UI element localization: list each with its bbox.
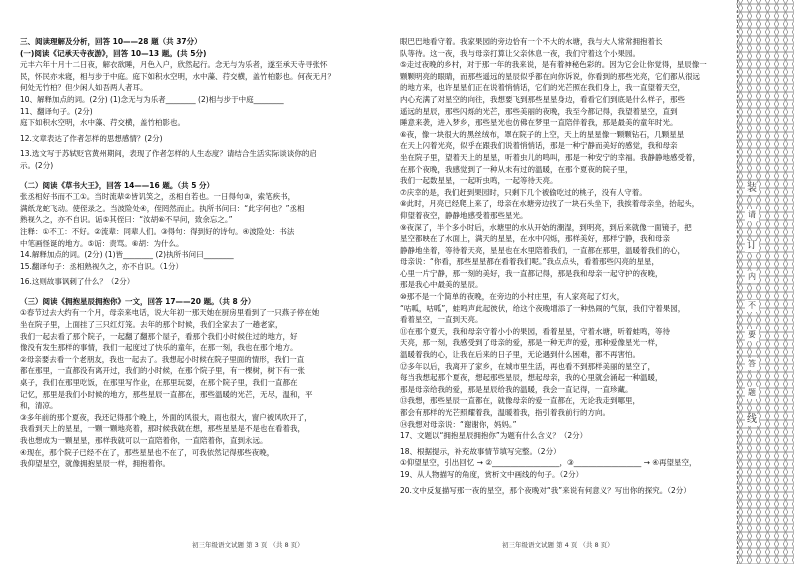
left-page-column bbox=[20, 36, 390, 470]
text-line: 17、文题以“拥抱星辰拥抱你”为题有什么含义？（2分） bbox=[400, 431, 588, 441]
text-line: ⑤走过夜晚的乡村，对于那一年的我来说，是有着神秘色彩的。因为它会让你觉得，星辰像一 bbox=[400, 60, 707, 70]
text-line: 民，怀民亦未寝，相与步于中庭。庭下如积水空明，水中藻、荇交横，盖竹柏影也。何夜无月？ bbox=[20, 71, 335, 81]
text-line: “咕呱，咕呱”，蛙鸣声此起彼伏，给这个夜晚增添了一种热闹的气氛，我们守着果园， bbox=[400, 303, 686, 313]
page-footer-left: 初三年级语文试题 第 3 页 （共 8 页） bbox=[192, 541, 304, 549]
text-line: 仰望着夜空，静静地感受着那些星光。 bbox=[400, 210, 528, 220]
text-line: 眼巴巴地看守着。我家果园的旁边恰有一个不大的水塘，我与大人常常拥抱着长 bbox=[400, 37, 663, 46]
binding-char: 答 bbox=[745, 358, 759, 370]
text-line: 庭下如积水空明，水中藻、荇交横，盖竹柏影也。 bbox=[20, 118, 185, 128]
text-line: 都在那里，一直都没有离开过，我们的小时候，在那个院子里，有一棵树，树下有一张 bbox=[20, 366, 305, 376]
text-line: ⑧此时，月亮已经爬上来了，母亲在水塘旁边找了一块石头坐下，我挨着母亲坐，抬起头， bbox=[400, 199, 700, 209]
text-line: 16.这则故事讽刺了什么？（2分） bbox=[20, 277, 135, 287]
text-line: 像没有发生那样的事情，我们一起度过了快乐的童年，在那一刻，我也在那个地方。 bbox=[20, 343, 298, 353]
text-line: 张丞相好书而不工①。当时流辈②皆讥笑之，丞相自若也。一日得句③，索笔疾书， bbox=[20, 192, 296, 202]
text-line: ⑪在那个夏天，我和母亲守着小小的果园，看着星星，守着水塘，听着蛙鸣，等待 bbox=[400, 326, 670, 336]
binding-fold-line bbox=[737, 0, 738, 564]
text-line: 每当我想起那个夏夜，想起那些星辰，想起母亲，我的心里就会涌起一种温暖， bbox=[400, 373, 663, 383]
right-page-column bbox=[400, 36, 718, 496]
text-line: 看着星空，一直到天亮。 bbox=[400, 315, 483, 325]
text-line: 14.解释加点的词。(2分) (1)皆________ (2)执所书问曰________ bbox=[20, 250, 234, 260]
text-line: ⑨夜深了，半个多小时后，水塘里的水从开始的潮湿，到明亮，到后来就像一面镜子，把 bbox=[400, 222, 692, 232]
text-line: 心里一片宁静，那一刻的美好，我一直都记得，那是我和母亲一起守护的夜晚， bbox=[400, 268, 663, 278]
text-line: 我们一起数星星，一起听虫鸣，一起等待天亮。 bbox=[400, 176, 558, 186]
text-line: ⑩那不是一个简单的夜晚，在旁边的小村庄里，有人家亮起了灯火， bbox=[400, 292, 625, 302]
text-line: 天亮，那一刻，我感受到了母亲的爱，那是一种无声的爱，那种爱像星光一样， bbox=[400, 338, 663, 348]
text-line: 满纸龙蛇飞动。使侄录之。当波险处④，侄罔然而止。执所书问曰：“此字何也？”丞相 bbox=[20, 203, 305, 213]
text-line: 记忆，那里是我们小时候的地方，那些星辰一直都在，那些温暖的光芒，无尽，温和，平 bbox=[20, 389, 313, 399]
text-line: 和，清凉。 bbox=[20, 401, 58, 411]
text-line: 在那个夜晚，我感觉到了一种从未有过的温暖，在那个夏夜的院子里， bbox=[400, 164, 633, 174]
text-line: 12.文章表达了作者怎样的思想感情？(2分) bbox=[20, 133, 163, 143]
binding-char: 不 bbox=[745, 300, 759, 312]
text-line: 遥远的星辰，那些闪烁的光芒，那些美丽的夜晚，我至今都记得，我望着星空，直到 bbox=[400, 106, 678, 116]
text-line: ③多年前的那个夏夜，我还记得那个晚上，外面的风很大，雨也很大，窗户被风吹开了， bbox=[20, 412, 312, 422]
text-line: 18、根据提示，补充故事情节填写完整。（2分） bbox=[400, 446, 561, 456]
text-line: 桌子，我们在那里吃饭，在那里写作业，在那里玩耍，在那个院子里，我们一直都在 bbox=[20, 378, 298, 388]
text-line: 母亲说：“你看，那些星星都在看着我们呢。”我点点头，看着那些闪亮的星星， bbox=[400, 257, 660, 267]
text-line: 熟视久之，亦不自识。诟⑤其侄曰：“汝胡⑥不早问，致余忘之。” bbox=[20, 215, 233, 225]
binding-char: 线 bbox=[747, 414, 757, 425]
binding-char: 装 bbox=[747, 183, 757, 194]
text-line: 我看到天上的星星，一颗一颗地亮着，那时候我就在想，那些星星是不是也在看着我， bbox=[20, 424, 305, 434]
text-line: （二）阅读《草书大王》，回答 14——16 题。（共 5 分） bbox=[20, 180, 215, 190]
text-line: 11、翻译句子。(2分) bbox=[20, 106, 93, 116]
text-line: ①仰望星空，引出回忆 → ②__________________，③__________________ → ④再望星空， bbox=[400, 458, 697, 468]
text-line: 中笔画怪诞的地方。⑤诟：责骂。⑥胡：为什么。 bbox=[20, 238, 184, 248]
text-line: 睡意来袭，进入梦乡，那些星光也仿佛在梦里一直陪伴着我，那是最美的童年时光。 bbox=[400, 118, 678, 128]
text-line: 内心充满了对星空的向往，我想要飞到那些星星身边，看看它们到底是什么样子，那些 bbox=[400, 94, 685, 104]
text-line: ⑬我想，那些星辰一直都在，就像母亲的爱一直都在，无论我走到哪里， bbox=[400, 396, 640, 406]
text-line: ⑫多年以后，我离开了家乡，在城市里生活，再也看不到那样美丽的星空了， bbox=[400, 361, 655, 371]
text-line: 10、解释加点的词。(2分) (1)念无与为乐者________ (2)相与步于中庭________ bbox=[20, 94, 284, 104]
text-line: 示。(2分) bbox=[20, 160, 54, 170]
text-line: 温暖着我的心，让我在后来的日子里，无论遇到什么困难，都不再害怕。 bbox=[400, 350, 640, 360]
text-line: 注释：①不工：不好。②流辈：同辈人们。③得句：得到好的诗句。④波险处：书法 bbox=[20, 226, 295, 236]
text-line: 在天上闪着光亮，似乎在跟我们说着悄悄话，那是一种宁静而美好的感觉，我和母亲 bbox=[400, 141, 678, 151]
binding-char: 订 bbox=[747, 240, 757, 251]
text-line: 我也想成为一颗星星，那样我就可以一直陪着你，一直陪着你，直到永远。 bbox=[20, 436, 268, 445]
text-line: 颗颗明亮的眼睛，而那些遥远的星辰似乎都在向你诉说，你看到的那些光亮，它们都从很远 bbox=[400, 71, 700, 81]
text-line: ②母亲要去看一个老朋友，我也一起去了。我想起小时候在院子里面的情形，我们一直 bbox=[20, 354, 305, 364]
text-line: 都会有那样的光芒照耀着我，温暖着我，指引着我前行的方向。 bbox=[400, 408, 610, 417]
text-line: 队等待。这一夜，我与母亲打算让父亲休息一夜，我们守着这个小果园。 bbox=[400, 48, 640, 58]
text-line: 那是母亲给我的爱，那是星辰给我的温暖，我会一直记得，一直珍藏。 bbox=[400, 384, 633, 394]
text-line: 20.文中反复描写那一夜的星空，那个夜晚对“我”来说有何意义？写出你的探究。（2分） bbox=[400, 485, 691, 495]
text-line: ⑦庆幸的是，我们赶到果园时，只剩下几个被偷吃过的桃子，没有人守着。 bbox=[400, 187, 647, 197]
binding-char: 题 bbox=[745, 387, 759, 399]
text-line: 坐在院子里，望着天上的星星，听着虫儿的鸣叫，那是一种安宁的幸福。我静静地感受着， bbox=[400, 152, 700, 162]
text-line: 15.翻译句子：丞相熟视久之，亦不自识。（1分） bbox=[20, 261, 183, 271]
binding-char: 请 bbox=[745, 209, 759, 221]
binding-char: 内 bbox=[745, 271, 759, 283]
text-line: 那是我心中最美的星辰。 bbox=[400, 280, 483, 290]
text-line: 的地方来，也许星星们正在说着悄悄话，它们的光芒照在我们身上，我一直望着天空， bbox=[400, 83, 685, 93]
text-line: 19、从人物描写的角度，赏析文中画线的句子。（2分） bbox=[400, 469, 584, 479]
text-line: ⑥夜，像一块很大的黑丝绒布，罩在院子的上空，天上的星星像一颗颗钻石，几颗星星 bbox=[400, 129, 685, 139]
text-line: 三、阅读理解及分析，回答 10——28 题（共 37分） bbox=[20, 37, 202, 46]
text-line: 我们一起去看了那个院子，一起翻了翻那个屋子，看那个我们小时候住过的地方，好 bbox=[20, 331, 298, 341]
text-line: 我仰望星空，就像拥抱星辰一样，拥抱着你。 bbox=[20, 459, 170, 469]
text-line: ⑭我想对母亲说：“谢谢你，妈妈。” bbox=[400, 419, 517, 429]
text-line: 坐在院子里，上面挂了三只红灯笼。去年的那个时候，我们全家去了一趟老家， bbox=[20, 320, 283, 330]
binding-char: 要 bbox=[745, 329, 759, 341]
text-line: （三）阅读《拥抱星辰拥抱你》一文，回答 17——20 题。（共 8 分） bbox=[20, 296, 256, 306]
text-line: 13.选文写于苏轼贬官黄州期间，表现了作者怎样的人生态度？请结合生活实际谈谈你的启 bbox=[20, 149, 317, 159]
page-footer-right: 初三年级语文试题 第 4 页 （共 8 页） bbox=[502, 541, 614, 549]
text-line: 静静地坐着，等待着天亮，星星也在水里陪着我们，一直都在那里，温暖着我们的心， bbox=[400, 245, 685, 255]
text-line: 元丰六年十月十二日夜，解衣欲睡，月色入户，欣然起行。念无与为乐者，遂至承天寺寻张怀 bbox=[20, 60, 328, 70]
text-line: 何处无竹柏？但少闲人如吾两人者耳。 bbox=[20, 83, 148, 93]
text-line: ④现在，那个院子已经不在了，那些星星也不在了，可我依然记得那些夜晚， bbox=[20, 447, 275, 457]
text-line: (一)阅读《记承天寺夜游》，回答 10—13 题。(共 5分) bbox=[20, 48, 207, 58]
text-line: 星空都映在了水面上，满天的星星，在水中闪烁，那样美好，那样宁静，我和母亲 bbox=[400, 234, 670, 244]
text-line: ①春节过去大约有一个月，母亲来电话，说大年初一那天她在厨房里看到了一只燕子停在她 bbox=[20, 308, 320, 318]
